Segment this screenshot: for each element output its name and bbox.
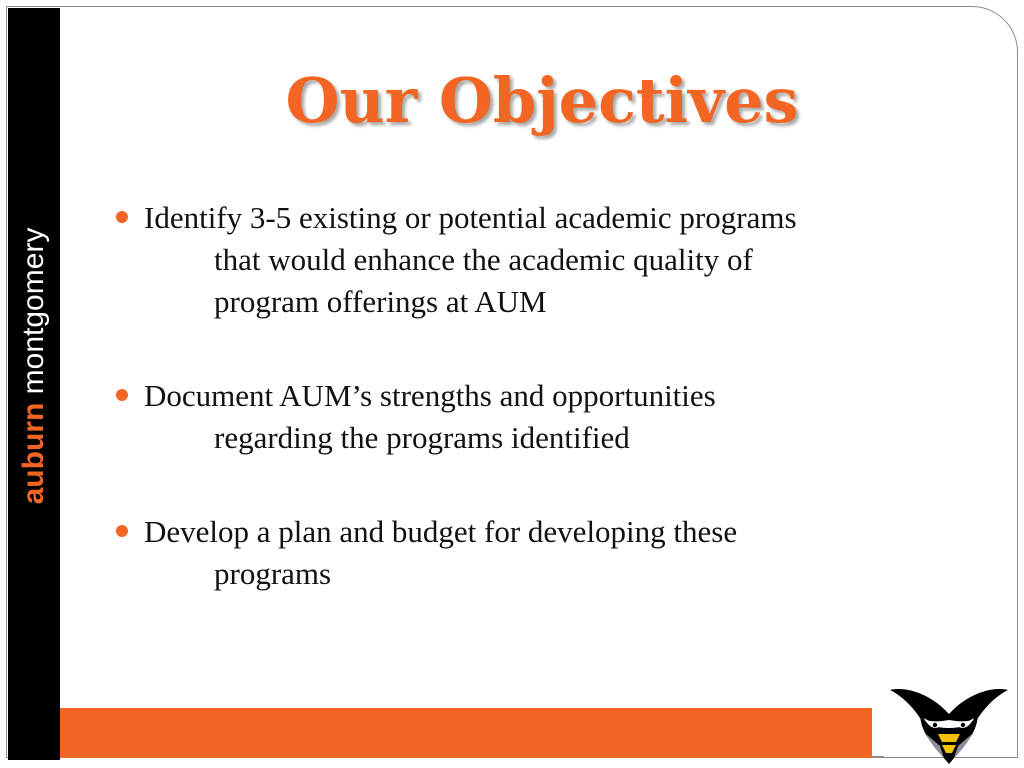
bullet-item: [116, 197, 966, 323]
bullet-text: Develop a plan and budget for developing these: [144, 514, 738, 549]
footer-rule: [872, 756, 884, 757]
bullet-continuation: program offerings at AUM: [214, 284, 547, 319]
bullet-list: [116, 197, 966, 647]
bullet-continuation: regarding the programs identified: [214, 420, 630, 455]
bullet-text: Identify 3-5 existing or potential academic programs: [144, 200, 797, 235]
sidebar-brand: [19, 228, 49, 505]
brand-secondary: montgomery: [17, 227, 50, 395]
hornet-mascot-icon: [886, 684, 1012, 766]
brand-primary: auburn: [17, 402, 50, 505]
bullet-continuation: that would enhance the academic quality of: [214, 242, 753, 277]
bullet-item: [116, 511, 966, 595]
bullet-dot-icon: [116, 211, 128, 223]
bullet-dot-icon: [116, 525, 128, 537]
bullet-continuation: programs: [214, 556, 332, 591]
slide-title: Our Objectives: [285, 64, 799, 137]
footer-accent-bar: [60, 708, 872, 758]
bullet-text: Document AUM’s strengths and opportunities: [144, 378, 716, 413]
bullet-item: [116, 375, 966, 459]
bullet-dot-icon: [116, 389, 128, 401]
